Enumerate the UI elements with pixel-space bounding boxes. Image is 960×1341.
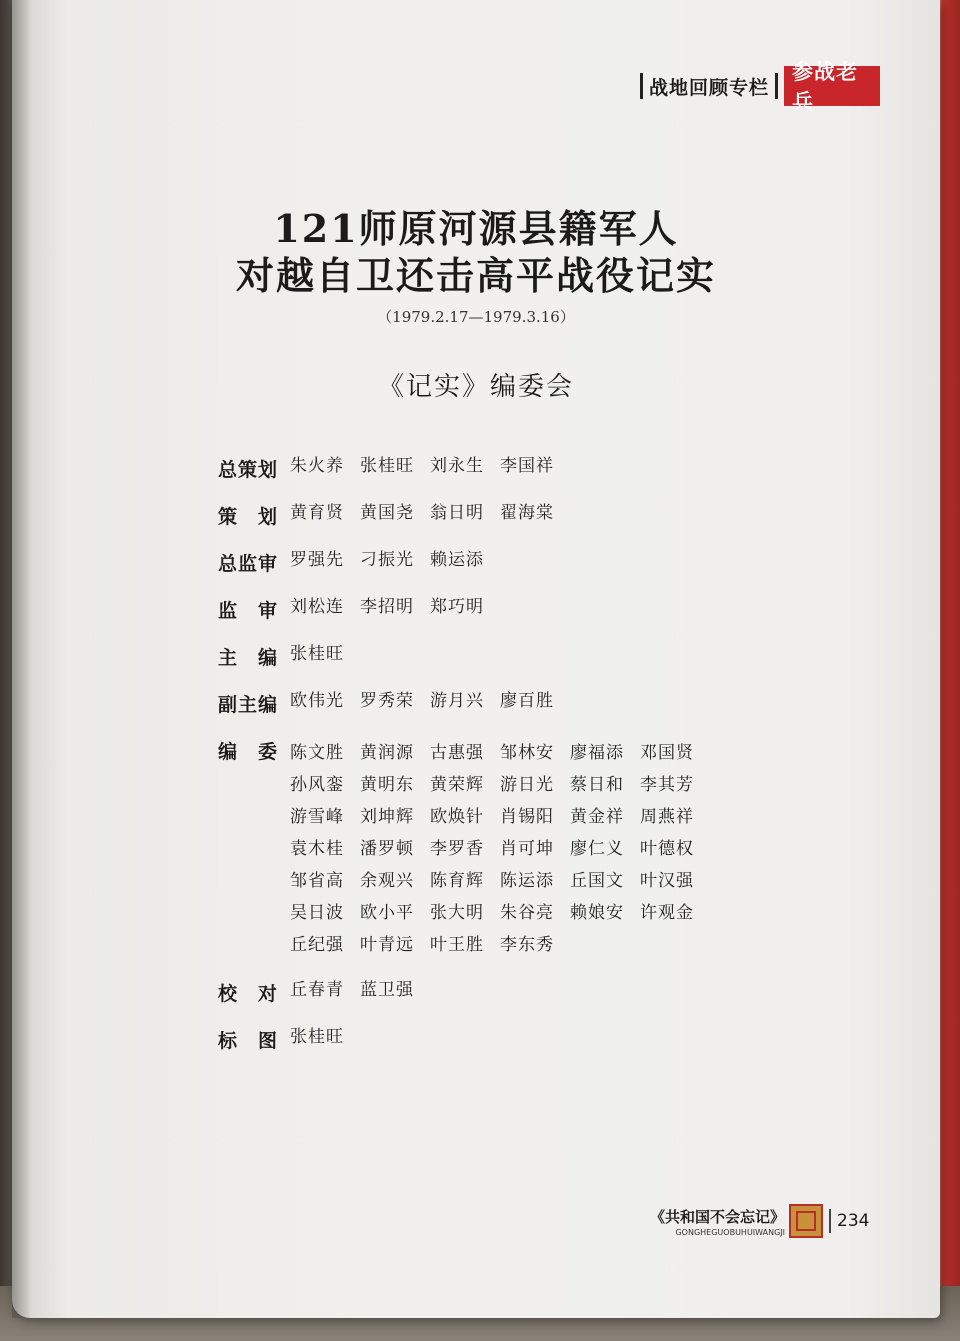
credits-list [218,455,730,1053]
credit-name: 周燕祥 [640,807,694,827]
credit-name: 陈运添 [500,871,554,891]
credit-name: 黄金祥 [570,807,624,827]
credit-name: 蔡日和 [570,775,624,795]
credit-name: 陈文胜 [290,743,344,763]
credit-name: 蓝卫强 [360,980,414,1000]
credit-role: 编 委 [218,741,279,763]
credit-name: 廖福添 [570,743,624,763]
credit-name: 朱火养 [290,456,344,476]
credit-name: 游月兴 [430,691,484,711]
date-range: （1979.2.17—1979.3.16） [377,308,575,326]
credit-row [218,1026,730,1053]
credit-name: 刘永生 [430,456,484,476]
seal-logo-icon [789,1204,823,1238]
credit-name: 翟海棠 [500,503,554,523]
credit-names [290,596,730,618]
credit-row [218,690,730,717]
credit-name: 李东秀 [500,935,554,955]
credit-name: 黄荣辉 [430,775,484,795]
credit-name: 孙风銮 [290,775,344,795]
credit-names [290,549,730,571]
credit-name: 黄国尧 [360,503,414,523]
credit-name: 邹林安 [500,743,554,763]
credit-name: 余观兴 [360,871,414,891]
page-number: 234 [837,1211,870,1231]
header-divider [640,73,643,99]
credit-names [290,1026,730,1048]
credit-row [218,737,730,961]
section-badge: 参战老兵 [784,66,880,106]
credit-names [290,979,730,1001]
credit-name: 廖仁义 [570,839,624,859]
credit-role: 标 图 [218,1030,279,1052]
credit-name: 游日光 [500,775,554,795]
credit-role: 策 划 [218,506,279,528]
credit-name: 廖百胜 [500,691,554,711]
credit-role: 监 审 [218,600,279,622]
credit-names [290,643,730,665]
page-footer [650,1204,869,1238]
credit-name: 黄育贤 [290,503,344,523]
credit-name: 郑巧明 [430,597,484,617]
credit-name: 丘国文 [570,871,624,891]
column-label: 战地回顾专栏 [649,76,770,99]
credit-name: 朱谷亮 [500,903,554,923]
credit-name: 黄明东 [360,775,414,795]
credit-name: 丘春青 [290,980,344,1000]
credit-name: 张桂旺 [360,456,414,476]
credit-row [218,979,730,1006]
credit-name: 黄润源 [360,743,414,763]
credit-name: 李罗香 [430,839,484,859]
credit-name: 丘纪强 [290,935,344,955]
credit-row [218,643,730,670]
credit-name: 罗强先 [290,550,344,570]
credit-name: 叶汉强 [640,871,694,891]
credit-name: 欧伟光 [290,691,344,711]
credit-name: 翁日明 [430,503,484,523]
credit-name: 李国祥 [500,456,554,476]
credit-name: 袁木桂 [290,839,344,859]
credit-row [218,455,730,482]
credit-name: 赖娘安 [570,903,624,923]
credit-name: 李其芳 [640,775,694,795]
credit-name: 古惠强 [430,743,484,763]
credit-name: 许观金 [640,903,694,923]
credit-names [290,502,730,524]
credit-name: 刘松连 [290,597,344,617]
credit-name: 邹省高 [290,871,344,891]
credit-names [290,690,730,712]
footer-text [650,1206,785,1237]
credit-name: 赖运添 [430,550,484,570]
credit-role: 总策划 [218,459,279,481]
credit-name: 张大明 [430,903,484,923]
footer-divider [829,1209,831,1233]
credit-name: 刁振光 [360,550,414,570]
credit-name: 肖锡阳 [500,807,554,827]
page-header [640,60,880,114]
credit-row [218,502,730,529]
article-title-line-2: 对越自卫还击高平战役记实 [235,253,716,298]
credit-name: 陈育辉 [430,871,484,891]
credit-name: 刘坤辉 [360,807,414,827]
credit-name: 叶王胜 [430,935,484,955]
credit-name: 游雪峰 [290,807,344,827]
credit-name: 罗秀荣 [360,691,414,711]
credit-name: 叶德权 [640,839,694,859]
book-title-pinyin: GONGHEGUOBUHUIWANGJI [675,1227,786,1237]
credit-name: 欧小平 [360,903,414,923]
credit-name: 张桂旺 [290,644,344,664]
credit-role: 总监审 [218,553,279,575]
credit-name: 张桂旺 [290,1027,344,1047]
committee-heading: 《记实》编委会 [377,372,574,402]
credit-name: 吴日波 [290,903,344,923]
credit-name: 肖可坤 [500,839,554,859]
credit-row [218,549,730,576]
credit-role: 副主编 [218,694,279,716]
header-divider [775,73,778,99]
credit-name: 欧焕针 [430,807,484,827]
credit-role: 主 编 [218,647,279,669]
book-title: 《共和国不会忘记》 [650,1207,786,1226]
credit-role: 校 对 [218,983,279,1005]
credit-name: 潘罗顿 [360,839,414,859]
credit-names [290,455,730,477]
credit-names [290,737,730,961]
credit-row [218,596,730,623]
credit-name: 邓国贤 [640,743,694,763]
credit-name: 叶青远 [360,935,414,955]
credit-name: 李招明 [360,597,414,617]
article-title-line-1: 121师原河源县籍军人 [273,206,679,251]
